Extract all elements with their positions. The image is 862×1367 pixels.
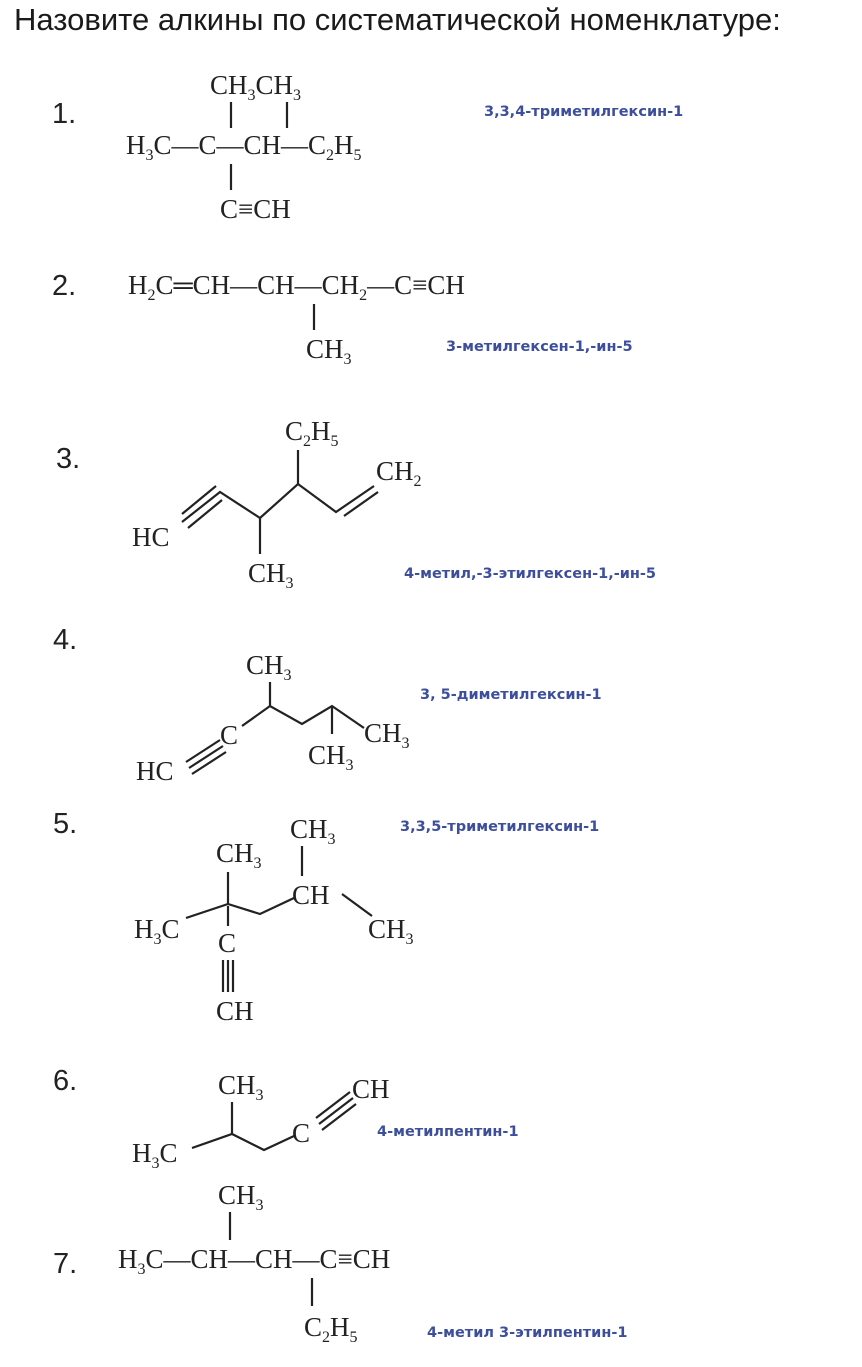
formula-text: $CH_3$	[218, 1180, 264, 1214]
formula-text: C≡CH	[220, 194, 291, 224]
formula-text: $CH_3$	[248, 558, 294, 592]
item-number-6: 6.	[53, 1065, 78, 1097]
formula-text: $H_3C$	[132, 1138, 178, 1172]
formula-text: C	[292, 1118, 311, 1148]
formula-text: $H_3C$	[134, 914, 180, 948]
formula-text: $C_2H_5$	[304, 1312, 358, 1346]
item-number-7: 7.	[53, 1248, 78, 1280]
answer-1: 3,3,4-триметилгексин-1	[484, 104, 684, 120]
formula-text: HC	[136, 756, 174, 786]
formula-text: CH	[292, 880, 330, 910]
formula-text: $CH_3$	[216, 838, 262, 872]
formula-text: $H_2C═CH—CH—CH_2—C\equiv CH$	[128, 270, 465, 304]
formula-text: CH	[216, 996, 254, 1026]
structural-formula-6	[128, 1062, 418, 1172]
formula-text: $H_3C—C—CH—C_2H_5$	[126, 130, 362, 164]
formula-text: $CH_3$	[364, 718, 410, 752]
formula-text: HC	[132, 522, 170, 552]
item-number-5: 5.	[53, 808, 78, 840]
formula-text: $H_3C—CH—CH—C\equiv CH$	[118, 1244, 391, 1278]
item-number-2: 2.	[52, 270, 77, 302]
formula-text: C	[218, 928, 237, 958]
formula-text: $CH_3$	[368, 914, 414, 948]
answer-2: 3-метилгексен-1,-ин-5	[446, 339, 633, 355]
answer-6: 4-метилпентин-1	[377, 1124, 519, 1140]
item-number-4: 4.	[53, 624, 78, 656]
structural-formula-4	[134, 644, 444, 794]
formula-text: CH	[352, 1074, 390, 1104]
formula-text: $CH_3CH_3$	[210, 70, 302, 104]
formula-text: $CH_2$	[376, 456, 422, 490]
formula-text: $CH_3$	[246, 650, 292, 684]
page-title: Назовите алкины по систематической номенклатуре:	[14, 2, 781, 37]
answer-3: 4-метил,-3-этилгексен-1,-ин-5	[404, 566, 657, 582]
structural-formula-2	[124, 258, 594, 378]
structural-formula-3	[130, 408, 450, 598]
item-number-1: 1.	[52, 98, 77, 130]
answer-5: 3,3,5-триметилгексин-1	[400, 819, 600, 835]
structural-formula-1	[120, 62, 450, 232]
answer-7: 4-метил 3-этилпентин-1	[427, 1325, 628, 1341]
structural-formula-5	[128, 806, 458, 1036]
formula-text: $CH_3$	[218, 1070, 264, 1104]
formula-text: $CH_3$	[308, 740, 354, 774]
formula-text: $CH_3$	[290, 814, 336, 848]
answer-4: 3, 5-диметилгексин-1	[420, 687, 602, 703]
formula-text: $CH_3$	[306, 334, 352, 368]
formula-text: C	[220, 720, 239, 750]
formula-text: $C_2H_5$	[285, 416, 339, 450]
item-number-3: 3.	[56, 443, 81, 475]
